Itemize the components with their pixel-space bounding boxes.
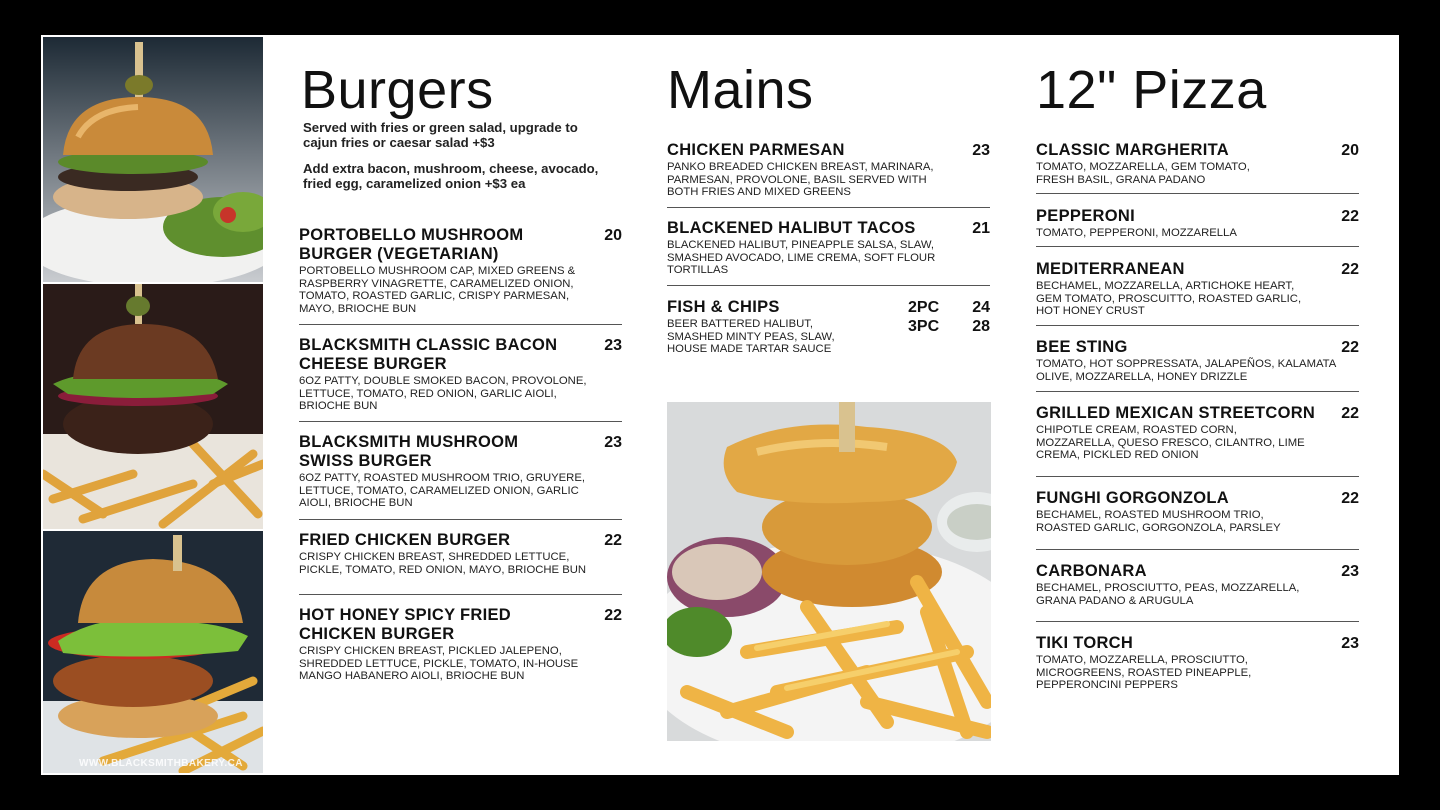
item-name: FISH & CHIPS <box>667 298 780 316</box>
item-description: TOMATO, PEPPERONI, MOZZARELLA <box>1036 227 1237 239</box>
item-price: 21 <box>972 220 990 237</box>
item-name: PEPPERONI <box>1036 207 1135 225</box>
item-name: PORTOBELLO MUSHROOM BURGER (VEGETARIAN) <box>299 226 524 263</box>
item-description: 6OZ PATTY, ROASTED MUSHROOM TRIO, GRUYERE, LETTUCE, TOMATO, CARAMELIZED ONION, GARLIC AIOLI, BRIOCHE BUN <box>299 472 586 510</box>
item-price: 22 <box>1341 405 1359 422</box>
option-price: 24 <box>972 299 990 316</box>
item-name: GRILLED MEXICAN STREETCORN <box>1036 404 1316 422</box>
item-name: CARBONARA <box>1036 562 1147 580</box>
burgers-sides-note <box>303 120 613 150</box>
item-price: 23 <box>972 142 990 159</box>
item-description: PORTOBELLO MUSHROOM CAP, MIXED GREENS & RASPBERRY VINAGRETTE, CARAMELIZED ONION, TOMATO, ROASTED GARLIC, CRISPY PARMESAN, MAYO, BRIOCHE BUN <box>299 265 576 315</box>
menu-item <box>299 226 622 325</box>
item-price: 22 <box>604 532 622 549</box>
item-name: MEDITERRANEAN <box>1036 260 1185 278</box>
bacon-cheese-burger-photo <box>43 284 263 529</box>
item-description: BEER BATTERED HALIBUT, SMASHED MINTY PEAS, SLAW, HOUSE MADE TARTAR SAUCE <box>667 318 835 356</box>
menu-item <box>1036 562 1359 622</box>
option-price: 28 <box>972 318 990 335</box>
menu-item <box>1036 141 1359 194</box>
item-name: TIKI TORCH <box>1036 634 1134 652</box>
item-description: PANKO BREADED CHICKEN BREAST, MARINARA, PARMESAN, PROVOLONE, BASIL SERVED WITH BOTH FRIES AND MIXED GREENS <box>667 161 934 199</box>
item-name: BLACKENED HALIBUT TACOS <box>667 219 916 237</box>
menu-item <box>299 433 622 520</box>
item-name: FRIED CHICKEN BURGER <box>299 531 511 549</box>
item-price: 22 <box>604 607 622 624</box>
fish-chips-prices <box>908 298 990 336</box>
item-description: TOMATO, HOT SOPPRESSATA, JALAPEÑOS, KALAMATA OLIVE, MOZZARELLA, HONEY DRIZZLE <box>1036 358 1336 383</box>
item-description: 6OZ PATTY, DOUBLE SMOKED BACON, PROVOLONE, LETTUCE, TOMATO, RED ONION, GARLIC AIOLI, BRIOCHE BUN <box>299 375 587 413</box>
item-price: 20 <box>604 227 622 244</box>
menu-item <box>299 531 622 595</box>
pizza-title: 12" Pizza <box>1036 60 1267 120</box>
item-description: BECHAMEL, MOZZARELLA, ARTICHOKE HEART, GEM TOMATO, PROSCUITTO, ROASTED GARLIC, HOT HONEY CRUST <box>1036 280 1302 318</box>
menu-item <box>1036 260 1359 326</box>
menu-item <box>667 298 990 358</box>
sides-upgrade-price: +$3 <box>472 135 495 150</box>
item-price: 23 <box>604 337 622 354</box>
photo-strip <box>43 37 263 773</box>
item-description: BECHAMEL, ROASTED MUSHROOM TRIO, ROASTED GARLIC, GORGONZOLA, PARSLEY <box>1036 509 1281 534</box>
price-option <box>908 317 990 336</box>
extras-price: +$3 ea <box>484 176 526 191</box>
fried-chicken-burger-photo <box>43 531 263 773</box>
menu-item <box>1036 207 1359 247</box>
item-description: CHIPOTLE CREAM, ROASTED CORN, MOZZARELLA, QUESO FRESCO, CILANTRO, LIME CREMA, PICKLED RED ONION <box>1036 424 1305 462</box>
option-size: 3PC <box>908 318 940 335</box>
item-name: CLASSIC MARGHERITA <box>1036 141 1230 159</box>
item-description: CRISPY CHICKEN BREAST, SHREDDED LETTUCE, PICKLE, TOMATO, RED ONION, MAYO, BRIOCHE BUN <box>299 551 587 576</box>
item-description: TOMATO, MOZZARELLA, GEM TOMATO, FRESH BASIL, GRANA PADANO <box>1036 161 1250 186</box>
item-price: 22 <box>1341 261 1359 278</box>
item-name: HOT HONEY SPICY FRIED CHICKEN BURGER <box>299 606 511 643</box>
mains-title: Mains <box>667 60 814 120</box>
item-description: CRISPY CHICKEN BREAST, PICKLED JALEPENO, SHREDDED LETTUCE, PICKLE, TOMATO, IN-HOUSE MANGO HABANERO AIOLI, BRIOCHE BUN <box>299 645 579 683</box>
item-name: BEE STING <box>1036 338 1128 356</box>
menu-item <box>1036 489 1359 550</box>
website-url: WWW.BLACKSMITHBAKERY.CA <box>79 758 243 769</box>
portobello-burger-photo <box>43 37 263 282</box>
item-price: 23 <box>604 434 622 451</box>
item-name: FUNGHI GORGONZOLA <box>1036 489 1230 507</box>
item-price: 23 <box>1341 563 1359 580</box>
item-description: TOMATO, MOZZARELLA, PROSCIUTTO, MICROGREENS, ROASTED PINEAPPLE, PEPPERONCINI PEPPERS <box>1036 654 1252 692</box>
item-price: 22 <box>1341 208 1359 225</box>
item-name: CHICKEN PARMESAN <box>667 141 845 159</box>
option-size: 2PC <box>908 299 940 316</box>
item-price: 23 <box>1341 635 1359 652</box>
item-price: 22 <box>1341 339 1359 356</box>
menu-item <box>1036 634 1359 696</box>
item-price: 22 <box>1341 490 1359 507</box>
menu-board <box>41 35 1399 775</box>
item-description: BECHAMEL, PROSCIUTTO, PEAS, MOZZARELLA, GRANA PADANO & ARUGULA <box>1036 582 1300 607</box>
item-name: BLACKSMITH MUSHROOM SWISS BURGER <box>299 433 519 470</box>
extras-note-text: Add extra bacon, mushroom, cheese, avocado, fried egg, caramelized onion <box>303 161 599 191</box>
price-option <box>908 298 990 317</box>
menu-item <box>1036 338 1359 392</box>
menu-item <box>299 336 622 422</box>
burgers-title: Burgers <box>301 60 494 120</box>
menu-item <box>299 606 622 696</box>
item-name: BLACKSMITH CLASSIC BACON CHEESE BURGER <box>299 336 558 373</box>
menu-item <box>667 141 990 208</box>
menu-item <box>1036 404 1359 477</box>
fish-and-chips-photo <box>667 402 991 741</box>
item-price: 20 <box>1341 142 1359 159</box>
sides-note-text: Served with fries or green salad, upgrade to cajun fries or caesar salad <box>303 120 578 150</box>
menu-item <box>667 219 990 286</box>
item-description: BLACKENED HALIBUT, PINEAPPLE SALSA, SLAW, SMASHED AVOCADO, LIME CREMA, SOFT FLOUR TORTILLAS <box>667 239 936 277</box>
burgers-extras-note <box>303 161 613 191</box>
